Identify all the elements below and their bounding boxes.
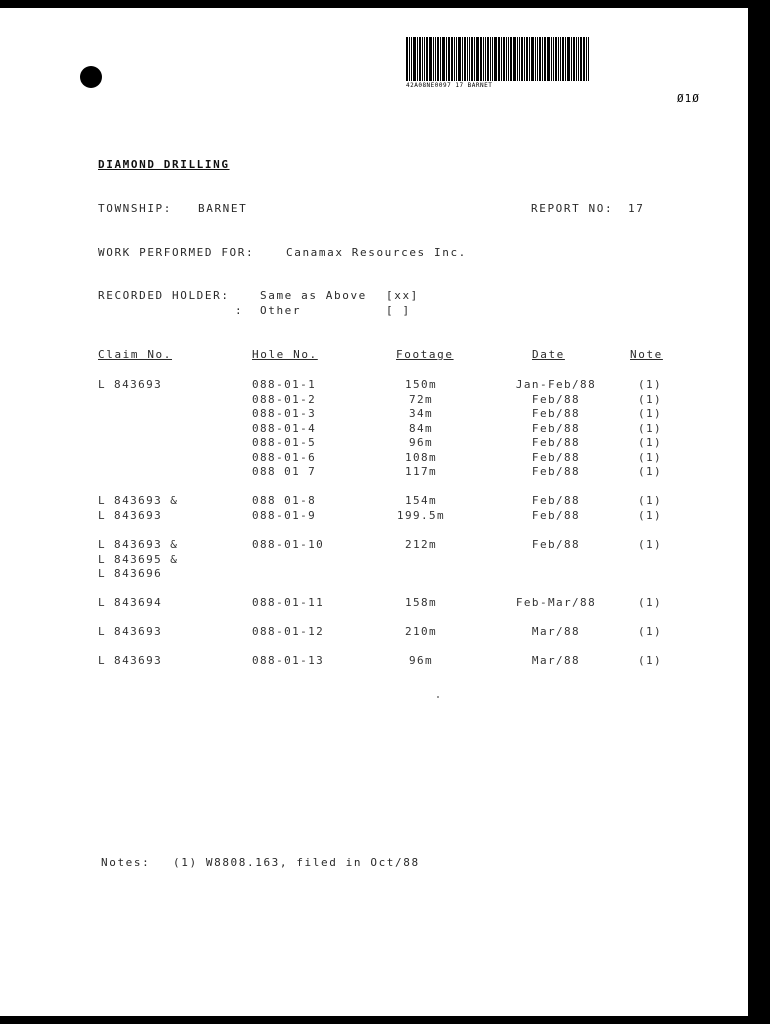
report-value: 17 bbox=[628, 202, 645, 215]
claim-no: L 843693 & bbox=[98, 538, 179, 551]
barcode-text: 42A08NE0097 17 BARNET bbox=[406, 82, 493, 89]
notes-text: (1) W8808.163, filed in Oct/88 bbox=[173, 856, 420, 869]
claim-no: L 843693 bbox=[98, 654, 163, 667]
date: Jan-Feb/88 bbox=[515, 378, 597, 391]
hole-no: 088-01-13 bbox=[252, 654, 325, 667]
footage: 96m bbox=[408, 436, 434, 449]
date: Feb/88 bbox=[531, 407, 581, 420]
footage: 158m bbox=[404, 596, 438, 609]
barcode-bars bbox=[406, 37, 624, 81]
claim-no: L 843693 bbox=[98, 378, 163, 391]
claim-no: L 843693 bbox=[98, 625, 163, 638]
hole-no: 088 01 7 bbox=[252, 465, 317, 478]
date: Feb/88 bbox=[531, 465, 581, 478]
date: Feb-Mar/88 bbox=[515, 596, 597, 609]
footage: 72m bbox=[408, 392, 434, 406]
claim-no: L 843696 bbox=[98, 567, 163, 580]
note: (1) bbox=[637, 378, 663, 391]
recorded-holder-label: RECORDED HOLDER: bbox=[98, 289, 230, 302]
footage: 84m bbox=[408, 421, 434, 435]
recorded-option-other: Other bbox=[260, 304, 302, 317]
footage: 150m bbox=[404, 378, 438, 391]
footage: 199.5m bbox=[396, 508, 446, 522]
document-title: DIAMOND DRILLING bbox=[98, 158, 230, 171]
township-label: TOWNSHIP: bbox=[98, 202, 173, 215]
hole-no: 088 01-8 bbox=[252, 494, 317, 507]
hole-no: 088-01-2 bbox=[252, 392, 317, 406]
header-footage: Footage bbox=[396, 348, 454, 361]
date: Feb/88 bbox=[531, 436, 581, 449]
note: (1) bbox=[637, 436, 663, 449]
claim-no: L 843693 & bbox=[98, 494, 179, 507]
recorded-option-same-box: [xx] bbox=[386, 289, 419, 302]
hole-no: 088-01-11 bbox=[252, 596, 325, 609]
note: (1) bbox=[637, 450, 663, 464]
footage: 210m bbox=[404, 625, 438, 638]
note: (1) bbox=[637, 596, 663, 609]
date: Feb/88 bbox=[531, 392, 581, 406]
note: (1) bbox=[637, 625, 663, 638]
note: (1) bbox=[637, 465, 663, 478]
hole-no: 088-01-5 bbox=[252, 436, 317, 449]
hole-punch-mark bbox=[80, 66, 102, 88]
note: (1) bbox=[637, 407, 663, 420]
header-hole-no: Hole No. bbox=[252, 348, 318, 361]
claim-no: L 843693 bbox=[98, 508, 163, 522]
header-date: Date bbox=[532, 348, 565, 361]
header-note: Note bbox=[630, 348, 663, 361]
hole-no: 088-01-12 bbox=[252, 625, 325, 638]
claim-no: L 843694 bbox=[98, 596, 163, 609]
hole-no: 088-01-6 bbox=[252, 450, 317, 464]
footage: 34m bbox=[408, 407, 434, 420]
date: Mar/88 bbox=[531, 654, 581, 667]
date: Mar/88 bbox=[531, 625, 581, 638]
date: Feb/88 bbox=[531, 450, 581, 464]
note: (1) bbox=[637, 538, 663, 551]
header-claim-no: Claim No. bbox=[98, 348, 173, 361]
notes-label: Notes: bbox=[101, 856, 151, 869]
hole-no: 088-01-4 bbox=[252, 421, 317, 435]
hole-no: 088-01-10 bbox=[252, 538, 325, 551]
note: (1) bbox=[637, 421, 663, 435]
footage: 212m bbox=[404, 538, 438, 551]
township-value: BARNET bbox=[198, 202, 248, 215]
footage: 108m bbox=[404, 450, 438, 464]
date: Feb/88 bbox=[531, 421, 581, 435]
recorded-separator: : bbox=[235, 304, 244, 317]
page-code: Ø1Ø bbox=[677, 92, 700, 105]
footage: 96m bbox=[408, 654, 434, 667]
work-performed-value: Canamax Resources Inc. bbox=[286, 246, 467, 259]
footage: 117m bbox=[404, 465, 438, 478]
note: (1) bbox=[637, 392, 663, 406]
barcode bbox=[406, 37, 624, 89]
report-label: REPORT NO: bbox=[531, 202, 614, 215]
work-performed-label: WORK PERFORMED FOR: bbox=[98, 246, 255, 259]
footage: 154m bbox=[404, 494, 438, 507]
hole-no: 088-01-1 bbox=[252, 378, 317, 391]
recorded-option-other-box: [ ] bbox=[386, 304, 411, 317]
date: Feb/88 bbox=[531, 494, 581, 507]
claim-no: L 843695 & bbox=[98, 552, 179, 566]
document-page bbox=[0, 8, 748, 1016]
note: (1) bbox=[637, 494, 663, 507]
recorded-option-same: Same as Above bbox=[260, 289, 367, 302]
stray-mark bbox=[437, 696, 439, 698]
date: Feb/88 bbox=[531, 508, 581, 522]
hole-no: 088-01-9 bbox=[252, 508, 317, 522]
hole-no: 088-01-3 bbox=[252, 407, 317, 420]
note: (1) bbox=[637, 508, 663, 522]
note: (1) bbox=[637, 654, 663, 667]
date: Feb/88 bbox=[531, 538, 581, 551]
